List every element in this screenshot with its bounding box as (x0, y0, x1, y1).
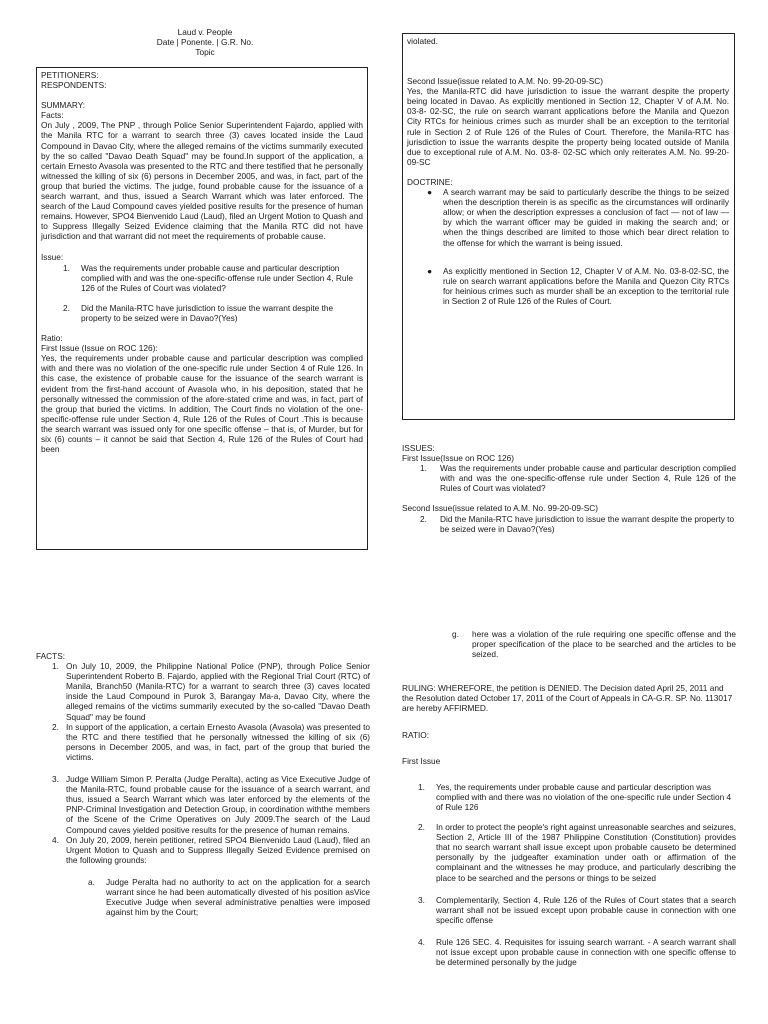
doctrine-label: DOCTRINE: (407, 176, 453, 187)
fact-text: On July 10, 2009, the Philippine National Police (PNP), through Police Senior Superintendent Roberto B. Fajardo, applied with the Regional Trial Court (RTC) of Manila, Branch50 (Manila-RTC) for a warrant to search three (3) caves located inside the Laud Compound in Purok 3, Barangay Ma-a, Davao City, where the alleged remains of the victims summarily executed by the so-called "Davao Death Squad" may be found (66, 661, 370, 722)
issue-number: 2. (63, 302, 70, 313)
ground-text: here was a violation of the rule requiring one specific offense and the proper specification of the place to be searched and the articles to be seized. (472, 629, 736, 660)
ratio-text: Yes, the requirements under probable cause and particular description was complied with and there was no violation of the one-specific rule under Section 4 of Rule 126. In this case, the existence of probable cause for the issuance of the search warrant is evident from the first-hand account of Avasola who, in his deposition, stated that he personally witnessed the commission of the afore-stated crime and was, in fact, part of the group that buried the victims. In addition, The Court finds no violation of the one-specific-offense rule under Section 4, Rule 126 of the Rules of Court .This is because the search warrant was issued only for one specific offense – that is, of Murder, but for six (6) counts – it cannot be said that Section 4, Rule 126 of the Rules of Court had been (41, 353, 363, 455)
ratio-item (402, 782, 736, 812)
issue-label: Issue: (41, 251, 64, 262)
fact-text: On July 20, 2009, herein petitioner, retired SPO4 Bienvenido Laud (Laud), filed an Urgent Motion to Quash and to Suppress Illegally Seized Evidence premised on the following grounds: (66, 834, 370, 865)
ground-letter: g. (452, 629, 459, 639)
doctrine-item (407, 266, 729, 306)
fact-number: 3. (52, 774, 59, 785)
fact-text: In support of the application, a certain Ernesto Avasola (Avasola) was presented to the RTC and there testified that he personally witnessed the killing of six (6) persons in December 2005, and was, in fact, part of the group that buried the victims. (66, 721, 370, 762)
issues-item (402, 463, 736, 493)
fact-item (36, 661, 370, 722)
respondents-label: RESPONDENTS: (41, 80, 107, 91)
subitem-text: Judge Peralta had no authority to act on the application for a search warrant since he had been automatically divested of his position asVice Executive Judge when several administrative penalties were imposed against him by the Court; (106, 876, 370, 918)
issues-label: ISSUES: (402, 443, 435, 453)
issue-text: Did the Manila-RTC have jurisdiction to issue the warrant despite the property to be seized were in Davao?(Yes) (81, 302, 334, 323)
issue-item (41, 303, 363, 323)
fact-text: Judge William Simon P. Peralta (Judge Peralta), acting as Vice Executive Judge of the Manila-RTC, found probable cause for the issuance of a search warrant, and thus, issued a Search Warrant which was later enforced by the elements of the PNP-Criminal Investigation and Detection Group, in coordination withthe members of the Scene of the Crime Operatives on July 2009.The search of the Laud Compound caves yielded positive results for the presence of human remains. (66, 774, 370, 835)
issue-item (41, 263, 363, 293)
ruling-ratio-section (402, 629, 736, 1024)
ratio-number: 3. (418, 894, 425, 905)
ratio-label: Ratio: (41, 333, 63, 344)
doctrine-text: As explicitly mentioned in Section 12, Chapter V of A.M. No. 03-8-02-SC, the rule on search warrant applications before the Manila and Quezon City RTCs for heinious crimes such as murder shall be an exception to the territorial rule in Section 2 of Rule 126 of the Rules of Court. (443, 265, 729, 306)
issues-second-label: Second Issue(issue related to A.M. No. 99-20-09-SC) (402, 503, 598, 514)
issue-number: 1. (63, 262, 70, 273)
ratio-item-text: Rule 126 SEC. 4. Requisites for issuing search warrant. - A search warrant shall not issue except upon probable cause in connection with one specific offense to be determined personally by the judge (436, 936, 736, 968)
case-title: Laud v. People (177, 27, 233, 37)
ratio-item-text: In order to protect the people's right against unreasonable searches and seizures, Section 2, Article III of the 1987 Philippine Constitution (Constitution) provides that no search warrant shall issue except upon probable causeto be determined personally by the judgeafter examination under oath or affirmation of the complainant and the witnesses he may produce, and particularly describing the place to be searched and the persons or things to be seized (436, 822, 736, 883)
ratio-item (402, 895, 736, 925)
second-issue-text: Yes, the Manila-RTC did have jurisdiction to issue the warrant despite the property being located in Davao. As explicitly mentioned in Section 12, Chapter V of A.M. No. 03-8- 02-SC, the rule on search warrant applications before the Manila and Quezon City RTCs for heinious crimes such as murder shall be an exception to the territorial rule in Section 2 of Rule 126 of the Rules of Court. Therefore, the Manila-RTC has jurisdiction to issue the warrants despite the property being located outside of Manila due to exceptional rule of A.M. No. 03-8- 02-SC which only reiterates A.M. No. 99-20-09-SC (407, 86, 729, 167)
fact-number: 2. (52, 721, 59, 732)
ratio-number: 4. (418, 936, 425, 947)
ratio-item (402, 822, 736, 883)
subitem-letter: a. (88, 876, 95, 887)
summary-label: SUMMARY: (41, 100, 86, 111)
document-header (40, 27, 370, 57)
facts-section (36, 651, 370, 1024)
fact-item (36, 722, 370, 762)
issue-number: 1. (420, 463, 427, 474)
ratio-number: 2. (418, 822, 425, 833)
ground-item-g (402, 629, 736, 659)
issues-section (402, 443, 736, 534)
bullet-icon: ● (427, 187, 433, 198)
ratio-number: 1. (418, 781, 425, 792)
first-issue-label: First Issue (Issue on ROC 126): (41, 343, 158, 354)
fact-subitem (36, 877, 370, 917)
issues-first-label: First Issue(Issue on ROC 126) (402, 453, 515, 464)
case-topic: Topic (195, 47, 215, 58)
digest-box-right (402, 33, 735, 420)
bullet-icon: ● (427, 265, 433, 276)
digest-box-left (36, 67, 368, 550)
issue-text: Was the requirements under probable cause and particular description complied with and was the one-specific-offense rule under Section 4, Rule 126 of the Rules of Court was violated? (81, 262, 353, 293)
fact-number: 1. (52, 661, 59, 672)
issues-item (402, 514, 736, 534)
ruling-text: RULING: WHEREFORE, the petition is DENIED. The Decision dated April 25, 2011 and the Resolution dated October 17, 2011 of the Court of Appeals in CA-G.R. SP. No. 113017 are hereby AFFIRMED. (402, 683, 733, 714)
first-issue-heading: First Issue (402, 755, 441, 766)
ratio-item-text: Complementarily, Section 4, Rule 126 of the Rules of Court states that a search warrant shall not be issued except upon probable cause in connection with one specific offense (436, 894, 736, 925)
ratio-item-text: Yes, the requirements under probable cause and particular description was complied with and there was no violation of the one-specific rule under Section 4 of Rule 126 (436, 781, 732, 812)
issue-text: Did the Manila-RTC have jurisdiction to issue the warrant despite the property to be seized were in Davao?(Yes) (440, 513, 735, 534)
ratio-item (402, 937, 736, 967)
petitioners-label: PETITIONERS: (41, 70, 99, 80)
doctrine-item (407, 187, 729, 248)
facts-label: Facts: (41, 110, 64, 121)
facts-summary-text: On July , 2009, The PNP , through Police Senior Superintendent Fajardo, applied with the Manila RTC for a warrant to search three (3) caves located inside the Laud Compound in Davao City, where the alleged remains of the victims summarily executed by the so called "Davao Death Squad" may be found.In support of the application, a certain Ernesto Avasola was presented to the RTC and there testified that he personally witnessed the killing of six (6) persons in December 2005, and was, in fact, part of the group that buried the victims. The judge, found probable cause for the issuance of a search warrant, and thus, issued a Search Warrant which was later enforced. The search of the Laud Compound caves yielded positive results for the presence of human remains. However, SPO4 Bienvenido Laud (Laud), filed an Urgent Motion to Quash and to Suppress Illegally Seized Evidence claiming that the Manila RTC did not have jurisdiction and that warrant did not meet the requirements of probable cause. (41, 120, 363, 242)
fact-item (36, 835, 370, 865)
issue-number: 2. (420, 513, 427, 524)
fact-item (36, 774, 370, 835)
ratio-heading: RATIO: (402, 729, 430, 740)
second-issue-label: Second Issue(issue related to A.M. No. 99-20-09-SC) (407, 76, 603, 87)
issue-text: Was the requirements under probable cause and particular description complied with and was the one-specific-offense rule under Section 4, Rule 126 of the Rules of Court was violated? (440, 463, 736, 494)
continued-text: violated. (407, 36, 438, 46)
facts-heading: FACTS: (36, 651, 66, 661)
fact-number: 4. (52, 834, 59, 845)
case-subtitle: Date | Ponente. | G.R. No. (156, 37, 254, 48)
doctrine-text: A search warrant may be said to particularly describe the things to be seized when the description therein is as specific as the circumstances will ordinarily allow; or when the description expresses a conclusion of fact — not of law — by which the warrant officer may be guided in making the search and; or when the things described are limited to those which bear direct relation to the offense for which the warrant is being issued. (443, 187, 729, 248)
